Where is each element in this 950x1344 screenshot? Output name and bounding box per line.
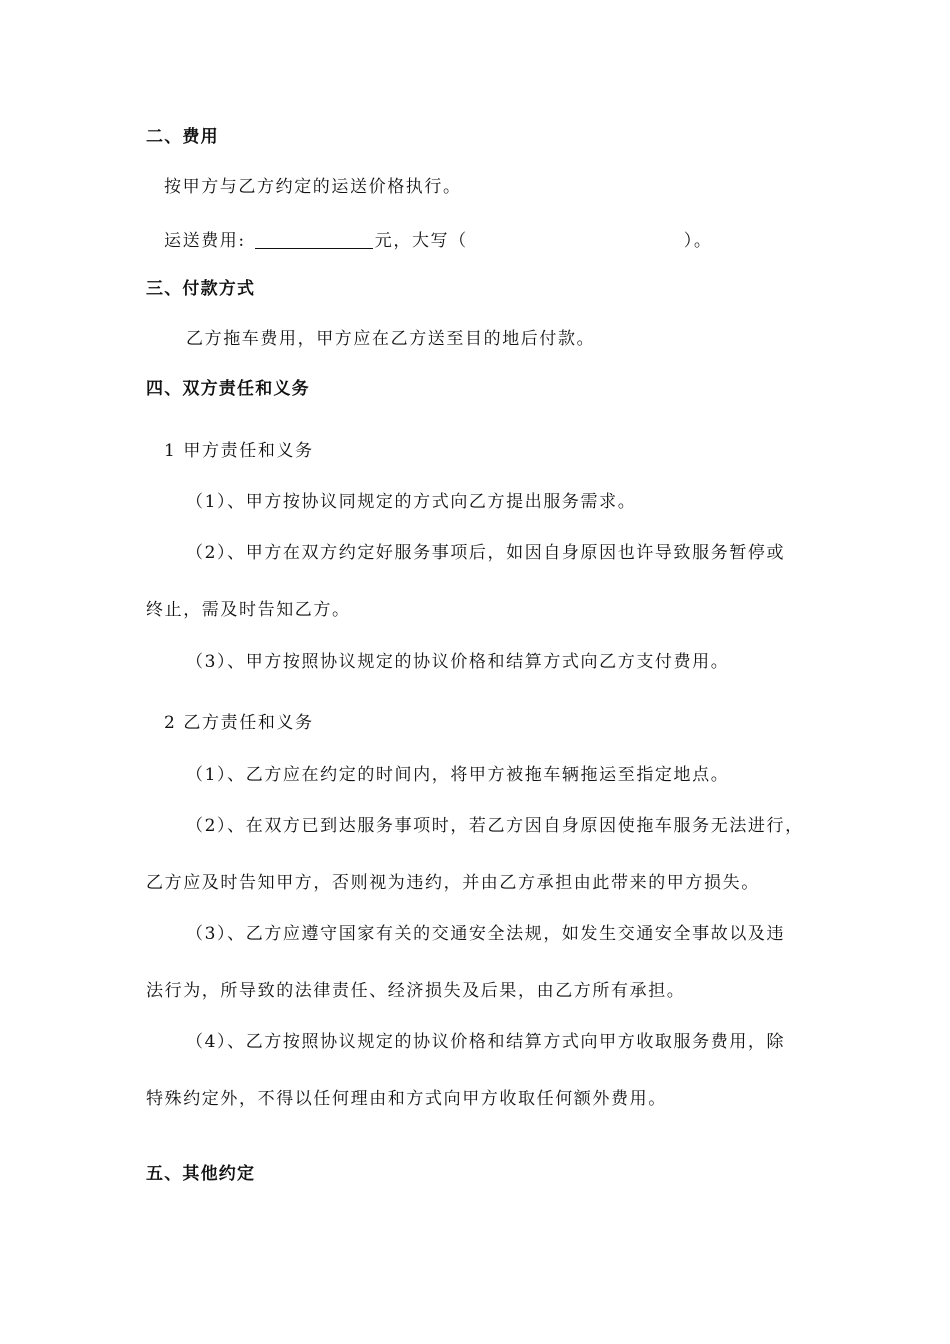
party-a-item-1: （1）、甲方按协议同规定的方式向乙方提出服务需求。 [186, 492, 637, 512]
party-a-item-3: （3）、甲方按照协议规定的协议价格和结算方式向乙方支付费用。 [186, 652, 730, 672]
fee-label: 运送费用: [164, 231, 246, 251]
party-b-item-1: （1）、乙方应在约定的时间内，将甲方被拖车辆拖运至指定地点。 [186, 765, 730, 785]
party-b-title: 2 乙方责任和义务 [164, 713, 314, 733]
party-a-item-2-line-2: 终止，需及时告知乙方。 [146, 600, 351, 620]
party-b-item-4-line-1: （4）、乙方按照协议规定的协议价格和结算方式向甲方收取服务费用，除 [186, 1032, 786, 1052]
fee-amount-blank [255, 230, 373, 249]
party-b-item-2-line-1: （2）、在双方已到达服务事项时，若乙方因自身原因使拖车服务无法进行， [186, 816, 804, 836]
fee-capital-blank [468, 228, 684, 246]
fee-amount-line [164, 228, 712, 252]
party-b-item-3-line-2: 法行为，所导致的法律责任、经济损失及后果，由乙方所有承担。 [146, 981, 686, 1001]
payment-description: 乙方拖车费用，甲方应在乙方送至目的地后付款。 [186, 329, 596, 349]
section-heading-responsibilities: 四、双方责任和义务 [146, 379, 310, 399]
section-heading-payment: 三、付款方式 [146, 279, 256, 299]
party-b-item-4-line-2: 特殊约定外，不得以任何理由和方式向甲方收取任何额外费用。 [146, 1089, 667, 1109]
party-a-title: 1 甲方责任和义务 [164, 441, 314, 461]
section-heading-other: 五、其他约定 [146, 1164, 256, 1184]
fees-description: 按甲方与乙方约定的运送价格执行。 [164, 177, 462, 197]
party-a-item-2-line-1: （2）、甲方在双方约定好服务事项后，如因自身原因也许导致服务暂停或 [186, 543, 786, 563]
party-b-item-2-line-2: 乙方应及时告知甲方，否则视为违约，并由乙方承担由此带来的甲方损失。 [146, 873, 760, 893]
party-b-item-3-line-1: （3）、乙方应遵守国家有关的交通安全法规，如发生交通安全事故以及违 [186, 924, 786, 944]
section-heading-fees: 二、费用 [146, 127, 219, 147]
fee-unit-label: 元，大写（ [374, 231, 468, 251]
fee-close-label: ）。 [683, 231, 713, 251]
